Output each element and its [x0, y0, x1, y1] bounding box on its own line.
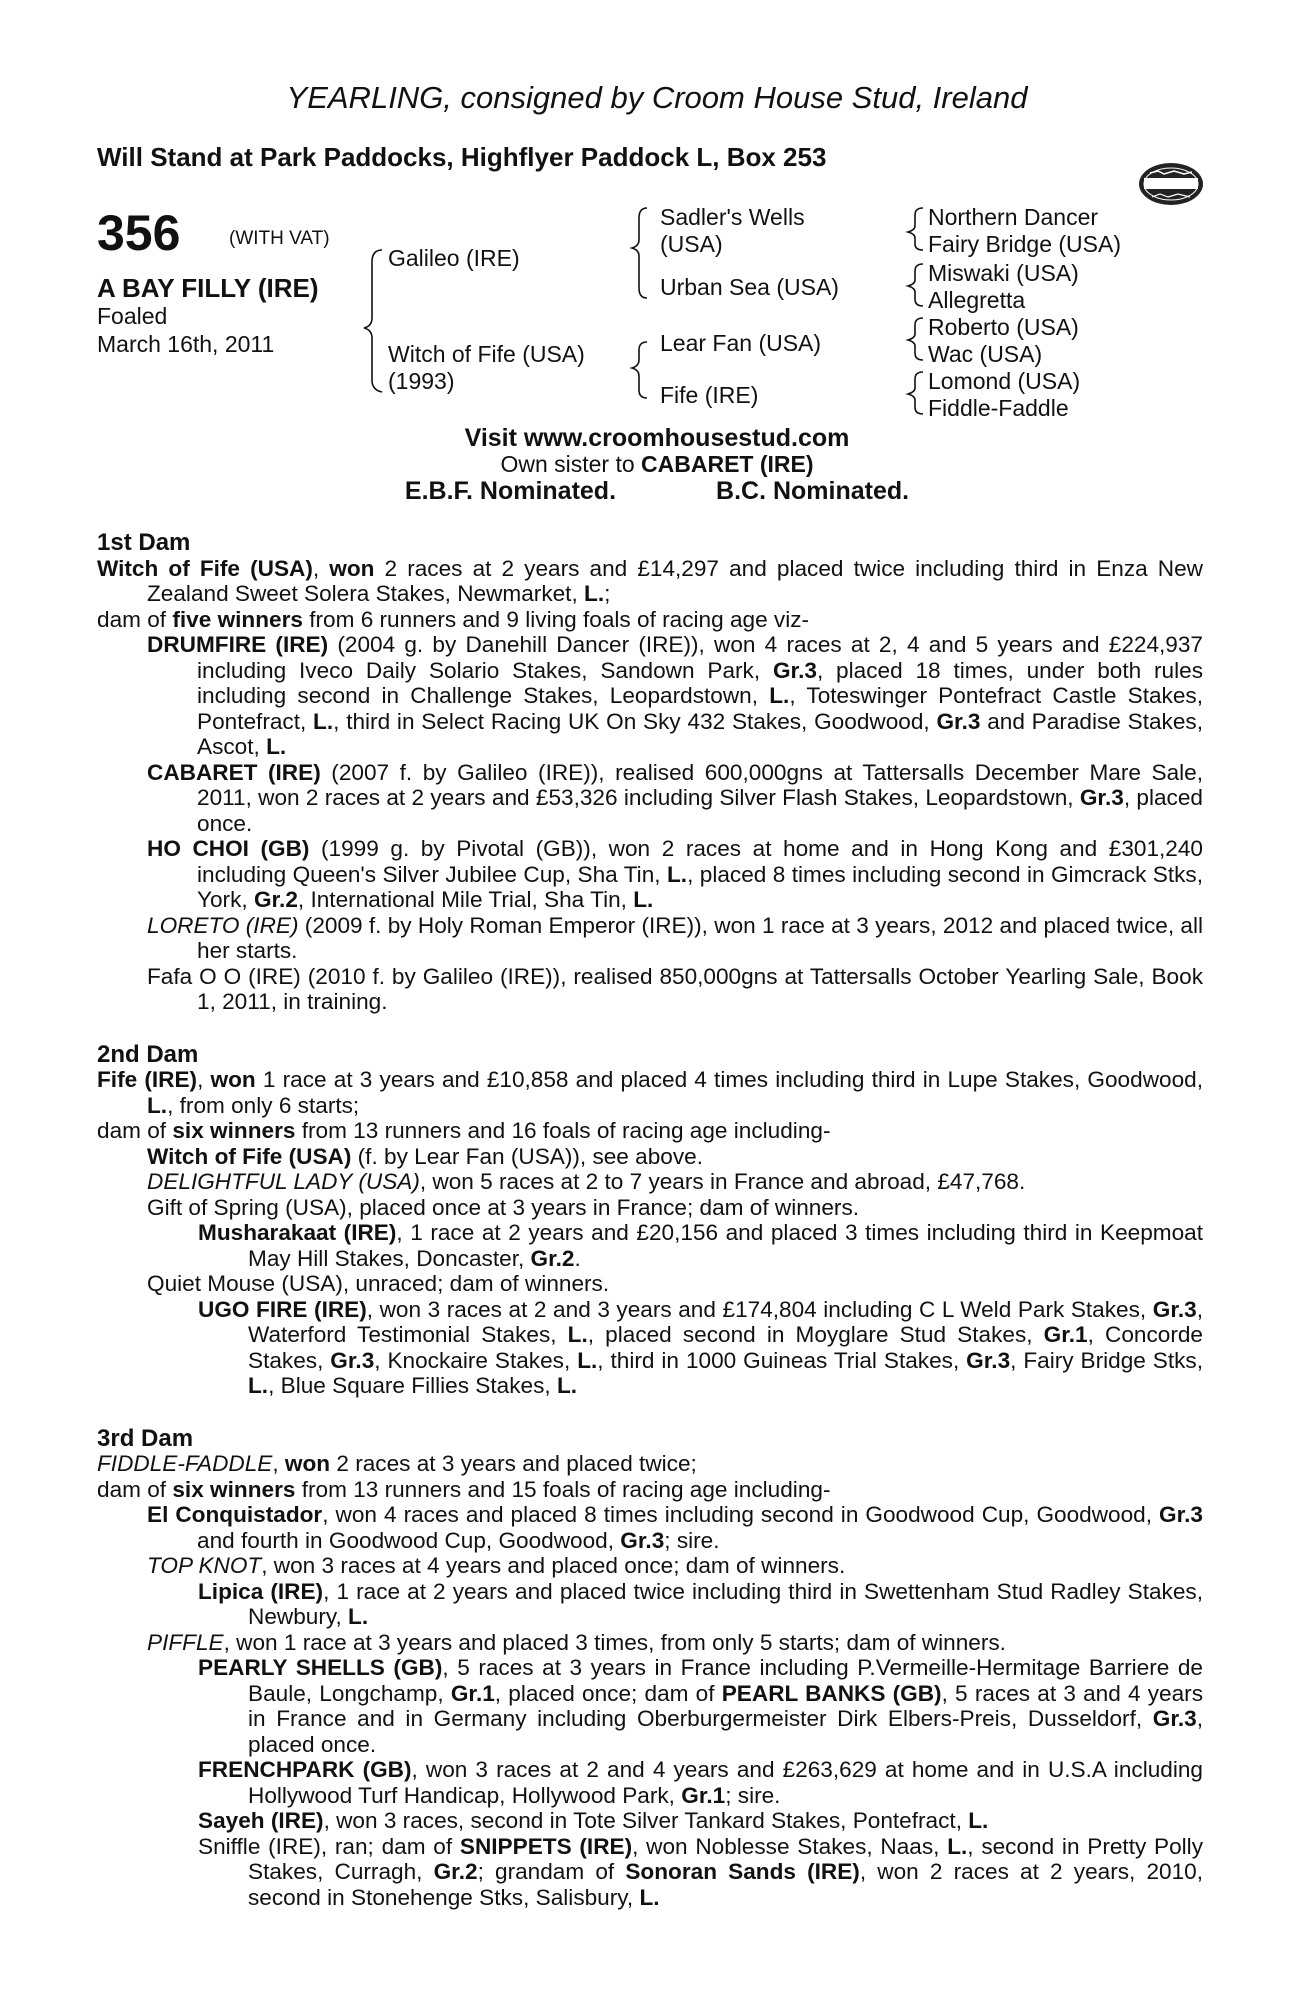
text-run: , Blue Square Fillies Stakes, [268, 1373, 557, 1398]
third-dam-intro [97, 1451, 1203, 1477]
bold-run: Musharakaat (IRE) [198, 1220, 397, 1245]
pedigree-ssd: Fairy Bridge (USA) [928, 231, 1121, 257]
text-run: , [197, 1067, 211, 1092]
produce-entry [97, 836, 1203, 913]
text-run: , placed once. [197, 785, 1203, 836]
bold-run: L. [266, 734, 287, 759]
pedigree-sdd: Allegretta [928, 287, 1026, 313]
text-run: from 13 runners and 15 foals of racing age including- [295, 1476, 831, 1502]
bold-run: Gr.3 [1159, 1502, 1203, 1527]
text-run: (2009 f. by Holy Roman Emperor (IRE)), won 1 race at 3 years, 2012 and placed twice, all her starts. [197, 912, 1203, 963]
sister-name: CABARET (IRE) [641, 451, 814, 477]
italic-run: TOP KNOT [147, 1553, 262, 1578]
text-run: , 1 race at 2 years and placed twice including third in Swettenham Stud Radley Stakes, Newbury, [248, 1578, 1203, 1629]
stand-location: Will Stand at Park Paddocks, Highflyer Paddock L, Box 253 [97, 142, 827, 172]
second-dam-heading: 2nd Dam [97, 1040, 199, 1068]
page-title: YEARLING, consigned by Croom House Stud, Ireland [286, 80, 1028, 115]
bold-run: Gr.1 [1043, 1322, 1088, 1347]
first-dam-heading: 1st Dam [97, 529, 191, 556]
pedigree-dam-sire: Lear Fan (USA) [660, 330, 822, 356]
text-run: ; [604, 581, 611, 606]
descendant-entry [97, 1220, 1203, 1271]
pedigree-sss: Northern Dancer [928, 204, 1099, 230]
produce-entry [97, 964, 1203, 1015]
produce-entry [97, 1144, 1203, 1170]
pedigree-dsd: Wac (USA) [928, 341, 1043, 367]
text-run: Fafa O O (IRE) (2010 f. by Galileo (IRE)), realised 850,000gns at Tattersalls October Yearling Sale, Book 1, 2011, in training. [147, 963, 1203, 1014]
bold-run: Gr.2 [253, 887, 298, 912]
text-run: dam of [97, 1476, 173, 1502]
pedigree-sire: Galileo (IRE) [388, 245, 520, 271]
bold-run: HO CHOI (GB) [147, 836, 310, 861]
produce-entry [97, 913, 1203, 964]
text-run: ; sire. [725, 1782, 781, 1808]
bold-run: Gr.2 [433, 1859, 478, 1884]
bold-run: Gr.3 [1152, 1296, 1197, 1322]
produce-entry [97, 1630, 1203, 1656]
text-run: , placed 8 times including second in Gimcrack Stks, York, [197, 861, 1204, 912]
pedigree-ss-line1: Sadler's Wells [660, 204, 805, 230]
bold-run: CABARET (IRE) [147, 759, 321, 785]
bold-run: Witch of Fife (USA) [97, 555, 313, 581]
pedigree-ss-line2: (USA) [660, 231, 723, 257]
text-run: , [312, 555, 330, 581]
bc-nominated: B.C. Nominated. [716, 477, 910, 505]
bold-run: Sonoran Sands (IRE) [625, 1859, 860, 1884]
bold-run: L. [313, 708, 334, 734]
text-run: , Toteswinger Pontefract Castle Stakes, Pontefract, [197, 683, 1203, 734]
website-note: Visit www.croomhousestud.com [464, 424, 850, 452]
bracket-sire [632, 208, 647, 298]
produce-entry [97, 1553, 1203, 1579]
descendant-entry [97, 1808, 1203, 1834]
bold-run: L. [348, 1604, 369, 1629]
text-run: , [272, 1451, 285, 1476]
text-run: , placed second in Moyglare Stud Stakes, [587, 1322, 1044, 1347]
text-run: 2 races at 3 years and placed twice; [330, 1451, 697, 1476]
bold-run: Gr.1 [681, 1782, 726, 1808]
text-run: , 5 races at 3 years in France including P.Vermeille-Hermitage Barriere de Baule, Longchamp, [248, 1655, 1203, 1706]
bold-run: Gr.2 [530, 1245, 575, 1271]
bold-run: Fife (IRE) [97, 1067, 198, 1092]
text-run: . [574, 1245, 581, 1271]
bold-run: PEARLY SHELLS (GB) [198, 1655, 443, 1680]
descendant-entry [97, 1579, 1203, 1630]
bold-run: L. [639, 1884, 660, 1910]
vat-note: (WITH VAT) [229, 228, 330, 249]
produce-entry [97, 632, 1203, 760]
bold-run: Gr.3 [1152, 1706, 1197, 1731]
bracket-dam [632, 342, 647, 398]
text-run: , 1 race at 2 years and £20,156 and placed 3 times including third in Keepmoat May Hill Stakes, Doncaster, [248, 1220, 1203, 1271]
italic-run: PIFFLE [147, 1629, 224, 1655]
text-run: , won Noblesse Stakes, Naas, [632, 1833, 948, 1859]
first-dam-dam-of [97, 607, 1203, 633]
pedigree-sire-dam: Urban Sea (USA) [660, 274, 839, 300]
pedigree-dam-name: Witch of Fife (USA) [388, 341, 585, 367]
text-run: from 13 runners and 16 foals of racing age including- [295, 1118, 831, 1143]
second-dam-intro [97, 1067, 1203, 1118]
text-run: , third in Select Racing UK On Sky 432 Stakes, Goodwood, [333, 708, 937, 734]
text-run: and Paradise Stakes, Ascot, [197, 708, 1203, 759]
third-dam-dam-of [97, 1477, 1203, 1503]
bracket-ds [908, 318, 923, 360]
text-run: , 5 races at 3 and 4 years in France and in Germany including Oberburgermeister Dirk Elbers-Preis, Dusseldorf, [248, 1680, 1203, 1731]
bold-run: won [210, 1067, 256, 1092]
descendant-entry [97, 1834, 1203, 1911]
bold-run: L. [556, 1373, 578, 1398]
bold-run: L. [769, 683, 790, 708]
bold-run: L. [633, 887, 654, 912]
bold-run: six winners [172, 1476, 296, 1502]
bold-run: Gr.3 [936, 708, 981, 734]
nominations [0, 477, 1314, 506]
bold-run: PEARL BANKS (GB) [721, 1680, 942, 1706]
bold-run: L. [147, 1092, 168, 1118]
bracket-dd [908, 372, 923, 414]
produce-entry [97, 760, 1203, 837]
text-run: , won 5 races at 2 to 7 years in France and abroad, £47,768. [419, 1169, 1026, 1194]
bracket-sd [908, 264, 923, 306]
bold-run: UGO FIRE (IRE) [198, 1296, 367, 1322]
second-dam-produce-list [97, 1144, 1203, 1399]
text-run: , Concorde Stakes, [248, 1322, 1203, 1373]
text-run: ; grandam of [477, 1859, 626, 1884]
bold-run: L. [968, 1808, 989, 1833]
bold-run: Gr.1 [450, 1680, 495, 1706]
pedigree-sds: Miswaki (USA) [928, 260, 1079, 286]
third-dam-produce-list [97, 1502, 1203, 1910]
text-run: , second in Pretty Polly Stakes, Curragh, [248, 1833, 1204, 1884]
text-run: , won 4 races and placed 8 times including second in Goodwood Cup, Goodwood, [322, 1502, 1160, 1527]
bold-run: L. [584, 581, 605, 606]
bold-run: SNIPPETS (IRE) [459, 1833, 633, 1859]
descendant-entry [97, 1757, 1203, 1808]
bold-run: FRENCHPARK (GB) [198, 1757, 412, 1782]
ebf-nominated: E.B.F. Nominated. [404, 477, 617, 505]
bold-run: L. [577, 1347, 598, 1373]
produce-entry [97, 1195, 1203, 1221]
first-dam-intro [97, 556, 1203, 607]
text-run: , won 1 race at 3 years and placed 3 times, from only 5 starts; dam of winners. [223, 1629, 1006, 1655]
descendant-entry [97, 1655, 1203, 1757]
text-run: , third in 1000 Guineas Trial Stakes, [597, 1347, 967, 1373]
text-run: (1999 g. by Pivotal (GB)), won 2 races at home and in Hong Kong and £301,240 including Queen's Silver Jubilee Cup, Sha Tin, [197, 836, 1203, 887]
bold-run: Lipica (IRE) [198, 1578, 324, 1604]
text-run: , from only 6 starts; [167, 1092, 360, 1118]
text-run: (f. by Lear Fan (USA)), see above. [351, 1143, 703, 1169]
sister-prefix: Own sister to [500, 451, 642, 477]
text-run: , Knockaire Stakes, [374, 1347, 578, 1373]
produce-entry [97, 1271, 1203, 1297]
italic-run: DELIGHTFUL LADY (USA) [147, 1169, 420, 1194]
pedigree-ddd: Fiddle-Faddle [928, 395, 1069, 421]
horse-name: A BAY FILLY (IRE) [97, 273, 319, 303]
italic-run: LORETO (IRE) [147, 912, 299, 938]
produce-entry [97, 1502, 1203, 1553]
text-run: Sniffle (IRE), ran; dam of [198, 1833, 460, 1859]
catalogue-body [97, 530, 1203, 1910]
bold-run: El Conquistador [147, 1502, 323, 1527]
text-run: , won 3 races, second in Tote Silver Tankard Stakes, Pontefract, [323, 1808, 969, 1833]
bold-run: L. [248, 1373, 269, 1398]
bold-run: L. [567, 1322, 588, 1347]
pedigree-dam [388, 341, 585, 395]
text-run: (2007 f. by Galileo (IRE)), realised 600,000gns at Tattersalls December Mare Sale, 2011, won 2 races at 2 years and £53,326 including Silver Flash Stakes, Leopardstown, [197, 759, 1203, 810]
descendant-entry [97, 1297, 1203, 1399]
bracket-ss [908, 208, 923, 250]
text-run: Gift of Spring (USA), placed once at 3 years in France; dam of winners. [147, 1194, 860, 1220]
bold-run: won [329, 555, 375, 581]
bold-run: Sayeh (IRE) [198, 1808, 324, 1833]
text-run: , placed 18 times, under both rules including second in Challenge Stakes, Leopardstown, [197, 657, 1203, 708]
text-run: , International Mile Trial, Sha Tin, [297, 887, 634, 912]
foaled-label: Foaled [97, 303, 168, 329]
bold-run: Gr.3 [966, 1347, 1011, 1373]
text-run: , placed once. [248, 1706, 1203, 1757]
text-run: ; sire. [664, 1527, 720, 1553]
second-dam-dam-of [97, 1118, 1203, 1144]
foaled-date: March 16th, 2011 [97, 331, 275, 357]
sister-note [0, 451, 1314, 478]
text-run: 2 races at 2 years and £14,297 and placed twice including third in Enza New Zealand Sweet Solera Stakes, Newmarket, [147, 555, 1204, 606]
bold-run: Gr.3 [772, 657, 817, 683]
text-run: (2004 g. by Danehill Dancer (IRE)), won 4 races at 2, 4 and 5 years and £224,937 including Iveco Daily Solario Stakes, Sandown Park, [197, 632, 1203, 683]
text-run: , won 2 races at 2 years, 2010, second in Stonehenge Stks, Salisbury, [248, 1859, 1204, 1910]
bold-run: Witch of Fife (USA) [147, 1143, 352, 1169]
bold-run: L. [947, 1833, 968, 1859]
text-run: , won 3 races at 2 and 3 years and £174,804 including C L Weld Park Stakes, [366, 1296, 1153, 1322]
text-run: , won 3 races at 2 and 4 years and £263,629 at home and in U.S.A including Hollywood Turf Handicap, Hollywood Park, [248, 1757, 1203, 1808]
lot-number: 356 [97, 205, 181, 261]
text-run: , won 3 races at 4 years and placed once; dam of winners. [261, 1553, 846, 1578]
pedigree-brackets [0, 0, 1314, 440]
text-run: , placed once; dam of [494, 1680, 722, 1706]
text-run: dam of [97, 606, 173, 632]
bold-run: Gr.3 [330, 1347, 375, 1373]
bracket-gen1 [364, 250, 382, 392]
bold-run: Gr.3 [620, 1527, 665, 1553]
text-run: , Waterford Testimonial Stakes, [248, 1296, 1203, 1347]
third-dam-heading: 3rd Dam [97, 1424, 194, 1452]
text-run: and fourth in Goodwood Cup, Goodwood, [197, 1527, 621, 1553]
pedigree-dam-year: (1993) [388, 368, 455, 394]
text-run: from 6 runners and 9 living foals of racing age viz- [302, 606, 810, 632]
pedigree-sire-sire [660, 204, 805, 258]
bold-run: DRUMFIRE (IRE) [147, 632, 329, 657]
produce-entry [97, 1169, 1203, 1195]
pedigree-dam-dam: Fife (IRE) [660, 382, 759, 408]
first-dam-produce-list [97, 632, 1203, 1015]
bold-run: five winners [172, 606, 303, 632]
italic-run: FIDDLE-FADDLE [97, 1451, 273, 1476]
pedigree-dds: Lomond (USA) [928, 368, 1081, 394]
text-run: dam of [97, 1118, 173, 1143]
bold-run: L. [666, 861, 688, 887]
pedigree-dss: Roberto (USA) [928, 314, 1079, 340]
bold-run: six winners [172, 1118, 296, 1143]
bold-run: Gr.3 [1079, 785, 1124, 810]
text-run: Quiet Mouse (USA), unraced; dam of winners. [147, 1271, 610, 1296]
text-run: 1 race at 3 years and £10,858 and placed 4 times including third in Lupe Stakes, Goodwood, [255, 1067, 1203, 1092]
bold-run: won [284, 1451, 331, 1476]
text-run: , Fairy Bridge Stks, [1010, 1347, 1203, 1373]
